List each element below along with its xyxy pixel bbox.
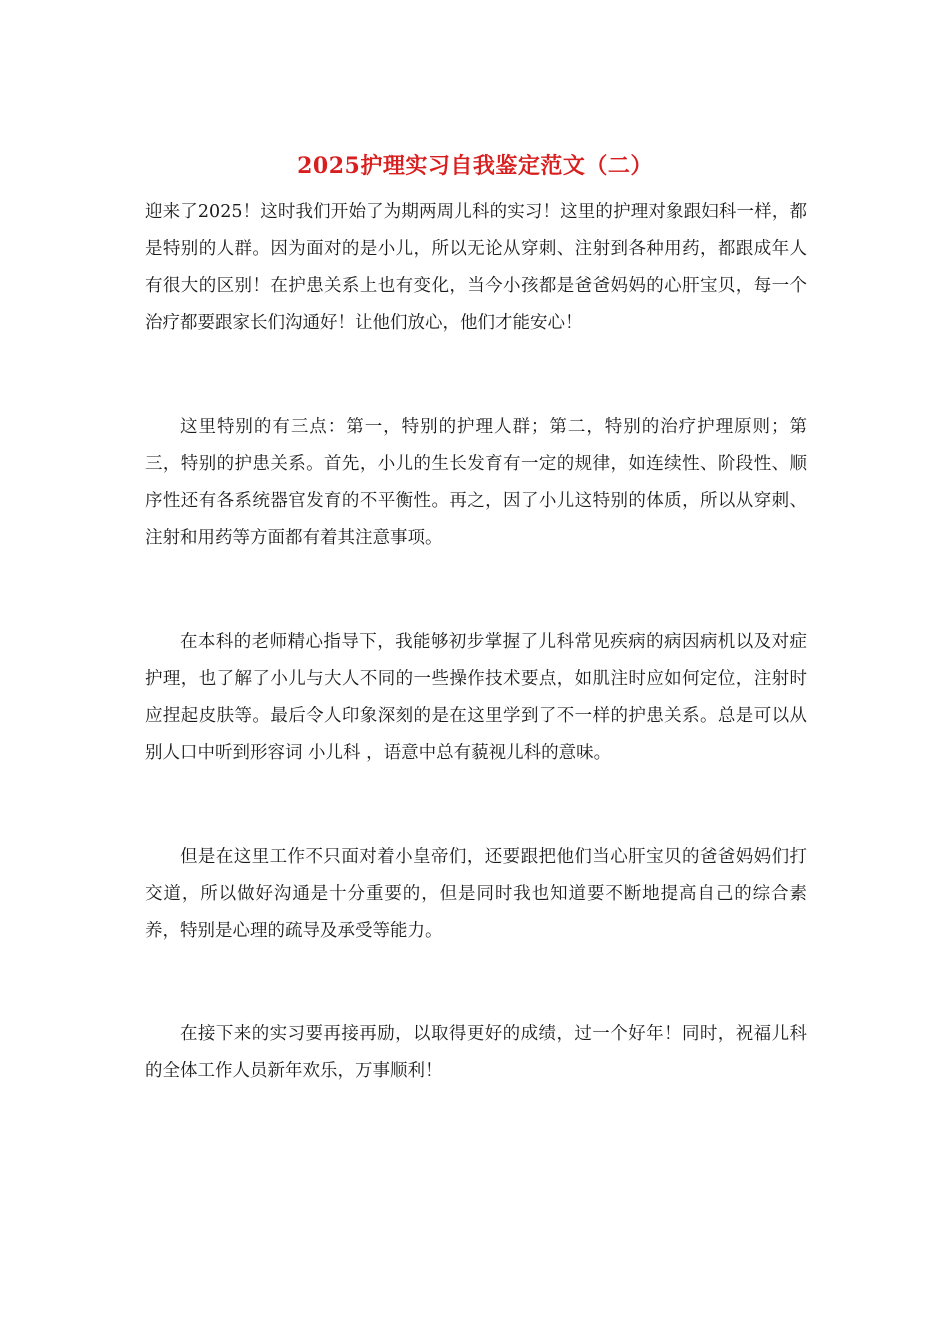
paragraph-intro: 迎来了2025！这时我们开始了为期两周儿科的实习！这里的护理对象跟妇科一样，都是特别的人群。因为面对的是小儿，所以无论从穿刺、注射到各种用药，都跟成年人有很大的区别！在护患关系上也有变化，当今小孩都是爸爸妈妈的心肝宝贝，每一个治疗都要跟家长们沟通好！让他们放心，他们才能安心！	[145, 202, 807, 333]
document-title: 2025护理实习自我鉴定范文（二）	[297, 153, 653, 179]
paragraph-three-points: 这里特别的有三点：第一，特别的护理人群；第二，特别的治疗护理原则；第三，特别的护患关系。首先，小儿的生长发育有一定的规律，如连续性、阶段性、顺序性还有各系统器官发育的不平衡性。再之，因了小儿这特别的体质，所以从穿刺、注射和用药等方面都有着其注意事项。	[145, 417, 807, 548]
paragraph-communication: 但是在这里工作不只面对着小皇帝们，还要跟把他们当心肝宝贝的爸爸妈妈们打交道，所以做好沟通是十分重要的，但是同时我也知道要不断地提高自己的综合素养，特别是心理的疏导及承受等能力。	[145, 847, 807, 941]
paragraph-closing: 在接下来的实习要再接再励，以取得更好的成绩，过一个好年！同时，祝福儿科的全体工作人员新年欢乐，万事顺利！	[145, 1024, 807, 1081]
paragraph-guidance: 在本科的老师精心指导下，我能够初步掌握了儿科常见疾病的病因病机以及对症护理，也了解了小儿与大人不同的一些操作技术要点，如肌注时应如何定位，注射时应捏起皮肤等。最后令人印象深刻的是在这里学到了不一样的护患关系。总是可以从别人口中听到形容词 小儿科 ，语意中总有藐视儿科的意味。	[145, 632, 807, 763]
